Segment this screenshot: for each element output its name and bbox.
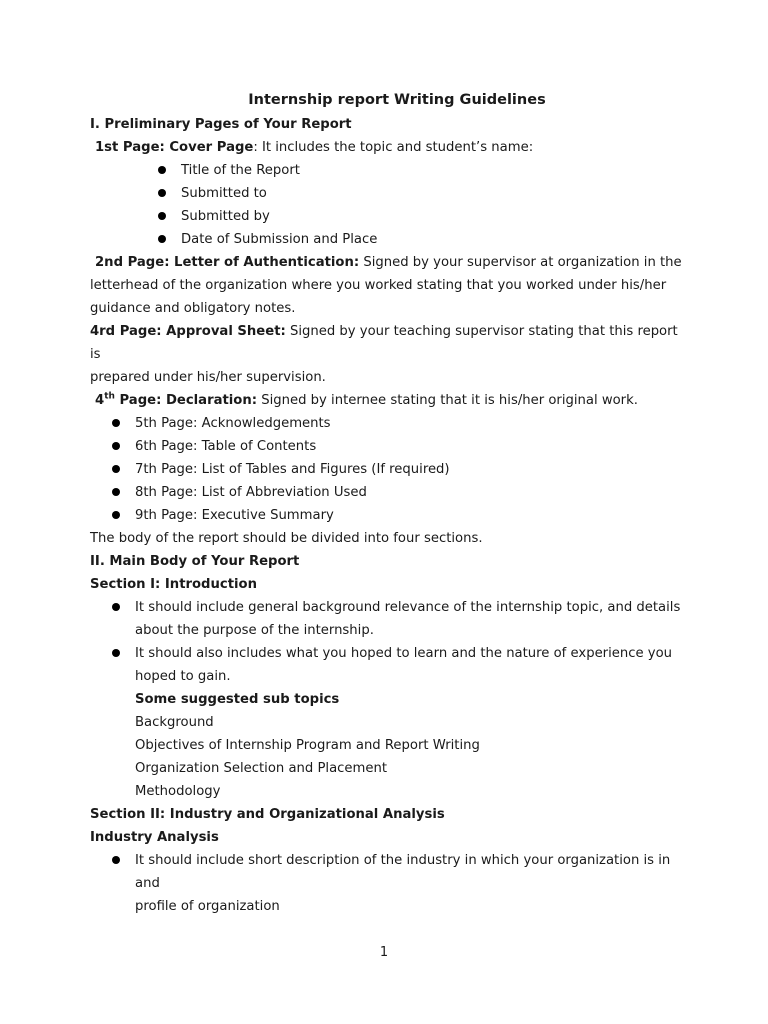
subtopic-item: Objectives of Internship Program and Report Writing (135, 738, 480, 753)
list-item: 7th Page: List of Tables and Figures (If required) (90, 458, 690, 481)
declaration-paragraph: 4th Page: Declaration: Signed by internee stating that it is his/her original work. (95, 391, 638, 408)
list-item: 6th Page: Table of Contents (90, 435, 690, 458)
document-content (90, 89, 690, 918)
bullet-icon (112, 649, 120, 657)
section-heading-main-body: II. Main Body of Your Report (90, 554, 300, 569)
approval-text-line: prepared under his/her supervision. (90, 370, 326, 385)
authentication-text-line: guidance and obligatory notes. (90, 301, 296, 316)
list-item: Submitted to (90, 182, 690, 205)
bullet-icon (112, 511, 120, 519)
bullet-icon (158, 189, 166, 197)
cover-page-paragraph (90, 136, 690, 159)
cover-items-list (90, 159, 690, 251)
bullet-icon (112, 465, 120, 473)
list-item: 8th Page: List of Abbreviation Used (90, 481, 690, 504)
section-heading-industry-org: Section II: Industry and Organizational Analysis (90, 807, 445, 822)
cover-page-label: 1st Page: Cover Page (95, 140, 254, 155)
industry-bullets-list (90, 849, 690, 918)
approval-paragraph: 4rd Page: Approval Sheet: Signed by your teaching supervisor stating that this report is (90, 324, 678, 362)
cover-page-text: : It includes the topic and student’s name: (253, 140, 534, 155)
authentication-text-line: letterhead of the organization where you worked stating that you worked under his/her (90, 278, 667, 293)
list-item: It should include short description of the industry in which your organization is in and profile of organization (90, 849, 690, 918)
subtopics-heading: Some suggested sub topics (135, 692, 340, 707)
bullet-icon (158, 235, 166, 243)
declaration-label: 4th Page: Declaration: (95, 391, 258, 408)
list-item: It should include general background relevance of the internship topic, and details about the purpose of the internship. (90, 596, 690, 642)
authentication-paragraph: 2nd Page: Letter of Authentication: Signed by your supervisor at organization in the (95, 255, 682, 270)
bullet-icon (112, 603, 120, 611)
list-item: It should also includes what you hoped to learn and the nature of experience you hoped to gain. (90, 642, 690, 688)
section-heading-introduction: Section I: Introduction (90, 577, 257, 592)
page-number: 1 (379, 945, 389, 960)
section-heading-preliminary: I. Preliminary Pages of Your Report (90, 117, 352, 132)
industry-analysis-heading: Industry Analysis (90, 830, 219, 845)
list-item: 9th Page: Executive Summary (90, 504, 690, 527)
bullet-icon (112, 419, 120, 427)
bullet-icon (112, 488, 120, 496)
page-items-list (90, 412, 690, 527)
authentication-label: 2nd Page: Letter of Authentication: (95, 255, 360, 270)
bullet-icon (112, 442, 120, 450)
bullet-icon (158, 212, 166, 220)
list-item: Title of the Report (90, 159, 690, 182)
bullet-icon (158, 166, 166, 174)
approval-label: 4rd Page: Approval Sheet: (90, 324, 286, 339)
subtopic-item: Methodology (135, 784, 221, 799)
intro-bullets-list (90, 596, 690, 688)
list-item: 5th Page: Acknowledgements (90, 412, 690, 435)
document-title: Internship report Writing Guidelines (248, 92, 546, 108)
list-item: Date of Submission and Place (90, 228, 690, 251)
bullet-icon (112, 856, 120, 864)
subtopic-item: Background (135, 715, 214, 730)
body-intro-text: The body of the report should be divided into four sections. (90, 531, 483, 546)
list-item: Submitted by (90, 205, 690, 228)
subtopic-item: Organization Selection and Placement (135, 761, 388, 776)
